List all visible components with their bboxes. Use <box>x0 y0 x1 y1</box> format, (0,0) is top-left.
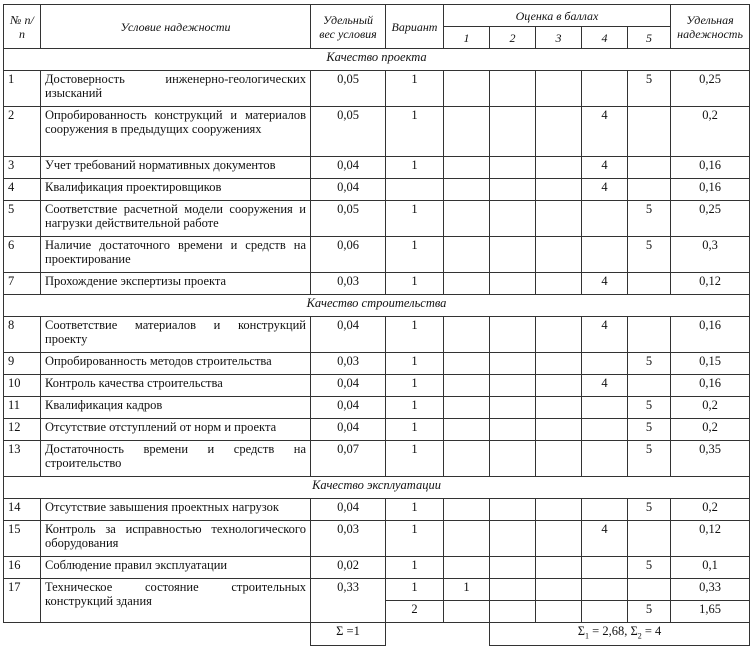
row-score-3 <box>536 557 582 579</box>
row-specific-reliability: 0,35 <box>671 441 750 477</box>
table-row <box>4 397 750 419</box>
row-score-1 <box>444 499 490 521</box>
row-score-3 <box>536 441 582 477</box>
row-score-3 <box>536 273 582 295</box>
row-score-5 <box>628 375 671 397</box>
row-score-1 <box>444 521 490 557</box>
row-score-3 <box>536 237 582 273</box>
row-weight: 0,07 <box>311 441 386 477</box>
section-row <box>4 477 750 499</box>
row-score-2 <box>490 397 536 419</box>
row-weight: 0,04 <box>311 375 386 397</box>
row-score-1 <box>444 237 490 273</box>
row-variant: 1 <box>386 499 444 521</box>
table-row <box>4 157 750 179</box>
row-specific-reliability: 0,12 <box>671 521 750 557</box>
row-number: 14 <box>4 499 41 521</box>
row-score-4 <box>582 499 628 521</box>
row-score-5: 5 <box>628 419 671 441</box>
row-score-2 <box>490 71 536 107</box>
row-score-2 <box>490 179 536 201</box>
row-weight: 0,04 <box>311 397 386 419</box>
row-score-3 <box>536 71 582 107</box>
table-row <box>4 71 750 107</box>
table-row <box>4 353 750 375</box>
row-score-4 <box>582 353 628 375</box>
section-title: Качество строительства <box>4 295 750 317</box>
table-row <box>4 419 750 441</box>
row-condition: Соответствие расчетной модели сооружения и нагрузки действительной работе <box>41 201 311 237</box>
row-score-5 <box>628 521 671 557</box>
row-number: 2 <box>4 107 41 157</box>
row-score-1 <box>444 71 490 107</box>
row-score-5: 5 <box>628 237 671 273</box>
section-row <box>4 49 750 71</box>
row-condition: Техническое состояние строительных конструкций здания <box>41 579 311 623</box>
sigma-subscript-2: 2 <box>637 631 642 641</box>
row-score-5 <box>628 317 671 353</box>
row-specific-reliability: 0,16 <box>671 375 750 397</box>
row-condition: Соответствие материалов и конструкций проекту <box>41 317 311 353</box>
row-score-3 <box>536 353 582 375</box>
row-score-5: 5 <box>628 353 671 375</box>
header-score-3: 3 <box>536 27 582 49</box>
header-specific-reliability: Удельная надежность <box>671 5 750 49</box>
row-score-5: 5 <box>628 441 671 477</box>
row-score-2 <box>490 107 536 157</box>
row-score-4: 4 <box>582 521 628 557</box>
row-weight: 0,33 <box>311 579 386 623</box>
row-number: 7 <box>4 273 41 295</box>
row-score-1 <box>444 317 490 353</box>
row-condition: Соблюдение правил эксплуатации <box>41 557 311 579</box>
row-score-5 <box>628 179 671 201</box>
row-score-4 <box>582 237 628 273</box>
row-score-2 <box>490 521 536 557</box>
row-score-3 <box>536 179 582 201</box>
sum-value-2: = 4 <box>641 624 662 638</box>
row-variant: 1 <box>386 201 444 237</box>
sigma-subscript-1: 1 <box>585 631 590 641</box>
row-variant: 1 <box>386 375 444 397</box>
row-condition: Контроль качества строительства <box>41 375 311 397</box>
totals-blank <box>386 623 490 646</box>
row-score-2 <box>490 441 536 477</box>
row-score-4 <box>582 419 628 441</box>
row-variant: 1 <box>386 273 444 295</box>
row-weight: 0,02 <box>311 557 386 579</box>
row-weight: 0,03 <box>311 521 386 557</box>
weight-sum: Σ =1 <box>311 623 386 646</box>
row-variant: 1 <box>386 557 444 579</box>
row-condition: Достоверность инженерно-геологических изысканий <box>41 71 311 107</box>
row-score-5: 5 <box>628 201 671 237</box>
table-row <box>4 201 750 237</box>
row-score-1 <box>444 107 490 157</box>
row-condition: Опробированность конструкций и материалов сооружения в предыдущих сооружениях <box>41 107 311 157</box>
row-variant: 2 <box>386 601 444 623</box>
row-number: 17 <box>4 579 41 623</box>
row-specific-reliability: 0,25 <box>671 201 750 237</box>
header-score-1: 1 <box>444 27 490 49</box>
row-specific-reliability: 1,65 <box>671 601 750 623</box>
row-condition: Наличие достаточного времени и средств на проектирование <box>41 237 311 273</box>
row-condition: Прохождение экспертизы проекта <box>41 273 311 295</box>
row-specific-reliability: 0,25 <box>671 71 750 107</box>
row-score-4 <box>582 601 628 623</box>
table-row <box>4 441 750 477</box>
row-number: 8 <box>4 317 41 353</box>
row-score-1: 1 <box>444 579 490 601</box>
row-score-1 <box>444 179 490 201</box>
header-num: № п/п <box>4 5 41 49</box>
row-variant: 1 <box>386 237 444 273</box>
table-row <box>4 521 750 557</box>
row-score-5 <box>628 107 671 157</box>
header-score-5: 5 <box>628 27 671 49</box>
row-weight: 0,05 <box>311 71 386 107</box>
row-score-3 <box>536 317 582 353</box>
row-score-5 <box>628 273 671 295</box>
row-score-2 <box>490 557 536 579</box>
row-variant: 1 <box>386 353 444 375</box>
row-score-5: 5 <box>628 397 671 419</box>
row-score-2 <box>490 201 536 237</box>
row-score-4 <box>582 201 628 237</box>
section-title: Качество проекта <box>4 49 750 71</box>
header-weight: Удельный вес условия <box>311 5 386 49</box>
row-weight: 0,04 <box>311 157 386 179</box>
row-number: 10 <box>4 375 41 397</box>
sum-value-1: = 2,68, Σ <box>589 624 638 638</box>
row-score-1 <box>444 353 490 375</box>
row-number: 16 <box>4 557 41 579</box>
row-weight: 0,05 <box>311 201 386 237</box>
row-variant: 1 <box>386 107 444 157</box>
totals-blank <box>4 623 311 646</box>
row-score-2 <box>490 157 536 179</box>
table-row <box>4 499 750 521</box>
row-number: 4 <box>4 179 41 201</box>
row-score-4: 4 <box>582 273 628 295</box>
row-variant <box>386 179 444 201</box>
header-score-group: Оценка в баллах <box>444 5 671 27</box>
table-row <box>4 107 750 157</box>
row-score-5 <box>628 157 671 179</box>
row-score-3 <box>536 157 582 179</box>
reliability-table <box>3 4 750 646</box>
header-variant: Вариант <box>386 5 444 49</box>
row-score-3 <box>536 521 582 557</box>
row-score-4 <box>582 579 628 601</box>
row-score-1 <box>444 375 490 397</box>
row-number: 6 <box>4 237 41 273</box>
row-specific-reliability: 0,12 <box>671 273 750 295</box>
sigma-symbol: Σ <box>577 624 586 638</box>
row-weight: 0,04 <box>311 419 386 441</box>
row-specific-reliability: 0,16 <box>671 157 750 179</box>
row-variant: 1 <box>386 157 444 179</box>
row-score-3 <box>536 397 582 419</box>
row-weight: 0,05 <box>311 107 386 157</box>
row-score-3 <box>536 107 582 157</box>
row-score-2 <box>490 353 536 375</box>
row-score-3 <box>536 419 582 441</box>
row-score-1 <box>444 601 490 623</box>
section-title: Качество эксплуатации <box>4 477 750 499</box>
row-specific-reliability: 0,33 <box>671 579 750 601</box>
row-score-4 <box>582 71 628 107</box>
row-score-2 <box>490 579 536 601</box>
row-variant: 1 <box>386 397 444 419</box>
header-score-2: 2 <box>490 27 536 49</box>
row-number: 11 <box>4 397 41 419</box>
row-score-4 <box>582 441 628 477</box>
row-number: 5 <box>4 201 41 237</box>
row-score-5 <box>628 579 671 601</box>
row-variant: 1 <box>386 317 444 353</box>
row-weight: 0,04 <box>311 179 386 201</box>
row-number: 9 <box>4 353 41 375</box>
row-score-5: 5 <box>628 601 671 623</box>
row-number: 1 <box>4 71 41 107</box>
row-score-5: 5 <box>628 557 671 579</box>
row-specific-reliability: 0,16 <box>671 179 750 201</box>
section-row <box>4 295 750 317</box>
row-score-1 <box>444 397 490 419</box>
reliability-sum <box>490 623 750 646</box>
row-score-2 <box>490 499 536 521</box>
row-condition: Учет требований нормативных документов <box>41 157 311 179</box>
row-score-2 <box>490 237 536 273</box>
row-variant: 1 <box>386 71 444 107</box>
row-score-3 <box>536 499 582 521</box>
row-specific-reliability: 0,2 <box>671 419 750 441</box>
row-score-3 <box>536 375 582 397</box>
row-variant: 1 <box>386 441 444 477</box>
row-score-4 <box>582 557 628 579</box>
row-specific-reliability: 0,2 <box>671 499 750 521</box>
row-weight: 0,04 <box>311 317 386 353</box>
row-variant: 1 <box>386 419 444 441</box>
row-number: 12 <box>4 419 41 441</box>
row-condition: Достаточность времени и средств на строительство <box>41 441 311 477</box>
row-specific-reliability: 0,2 <box>671 397 750 419</box>
row-specific-reliability: 0,1 <box>671 557 750 579</box>
row-score-4: 4 <box>582 179 628 201</box>
row-condition: Опробированность методов строительства <box>41 353 311 375</box>
row-score-2 <box>490 419 536 441</box>
row-score-4: 4 <box>582 107 628 157</box>
row-specific-reliability: 0,3 <box>671 237 750 273</box>
row-score-4: 4 <box>582 317 628 353</box>
table-row <box>4 557 750 579</box>
row-score-5: 5 <box>628 71 671 107</box>
row-condition: Отсутствие отступлений от норм и проекта <box>41 419 311 441</box>
row-score-4 <box>582 397 628 419</box>
row-number: 15 <box>4 521 41 557</box>
row-condition: Квалификация кадров <box>41 397 311 419</box>
row-condition: Квалификация проектировщиков <box>41 179 311 201</box>
row-condition: Контроль за исправностью технологического оборудования <box>41 521 311 557</box>
row-score-1 <box>444 441 490 477</box>
row-score-1 <box>444 201 490 237</box>
row-weight: 0,04 <box>311 499 386 521</box>
table-row <box>4 179 750 201</box>
table-row <box>4 579 750 601</box>
row-score-1 <box>444 273 490 295</box>
row-score-2 <box>490 601 536 623</box>
row-weight: 0,03 <box>311 353 386 375</box>
row-variant: 1 <box>386 521 444 557</box>
row-specific-reliability: 0,2 <box>671 107 750 157</box>
totals-row <box>4 623 750 646</box>
row-score-1 <box>444 557 490 579</box>
header-condition: Условие надежности <box>41 5 311 49</box>
row-score-3 <box>536 201 582 237</box>
table-body <box>4 49 750 646</box>
row-score-5: 5 <box>628 499 671 521</box>
table-row <box>4 317 750 353</box>
row-score-3 <box>536 579 582 601</box>
row-score-2 <box>490 317 536 353</box>
row-variant: 1 <box>386 579 444 601</box>
row-score-1 <box>444 419 490 441</box>
header-score-4: 4 <box>582 27 628 49</box>
row-specific-reliability: 0,15 <box>671 353 750 375</box>
row-score-2 <box>490 375 536 397</box>
row-number: 3 <box>4 157 41 179</box>
row-weight: 0,03 <box>311 273 386 295</box>
row-specific-reliability: 0,16 <box>671 317 750 353</box>
row-score-3 <box>536 601 582 623</box>
table-row <box>4 375 750 397</box>
table-header <box>4 5 750 49</box>
row-score-4: 4 <box>582 375 628 397</box>
row-score-2 <box>490 273 536 295</box>
row-score-4: 4 <box>582 157 628 179</box>
table-row <box>4 237 750 273</box>
table-row <box>4 273 750 295</box>
row-weight: 0,06 <box>311 237 386 273</box>
row-condition: Отсутствие завышения проектных нагрузок <box>41 499 311 521</box>
row-number: 13 <box>4 441 41 477</box>
row-score-1 <box>444 157 490 179</box>
